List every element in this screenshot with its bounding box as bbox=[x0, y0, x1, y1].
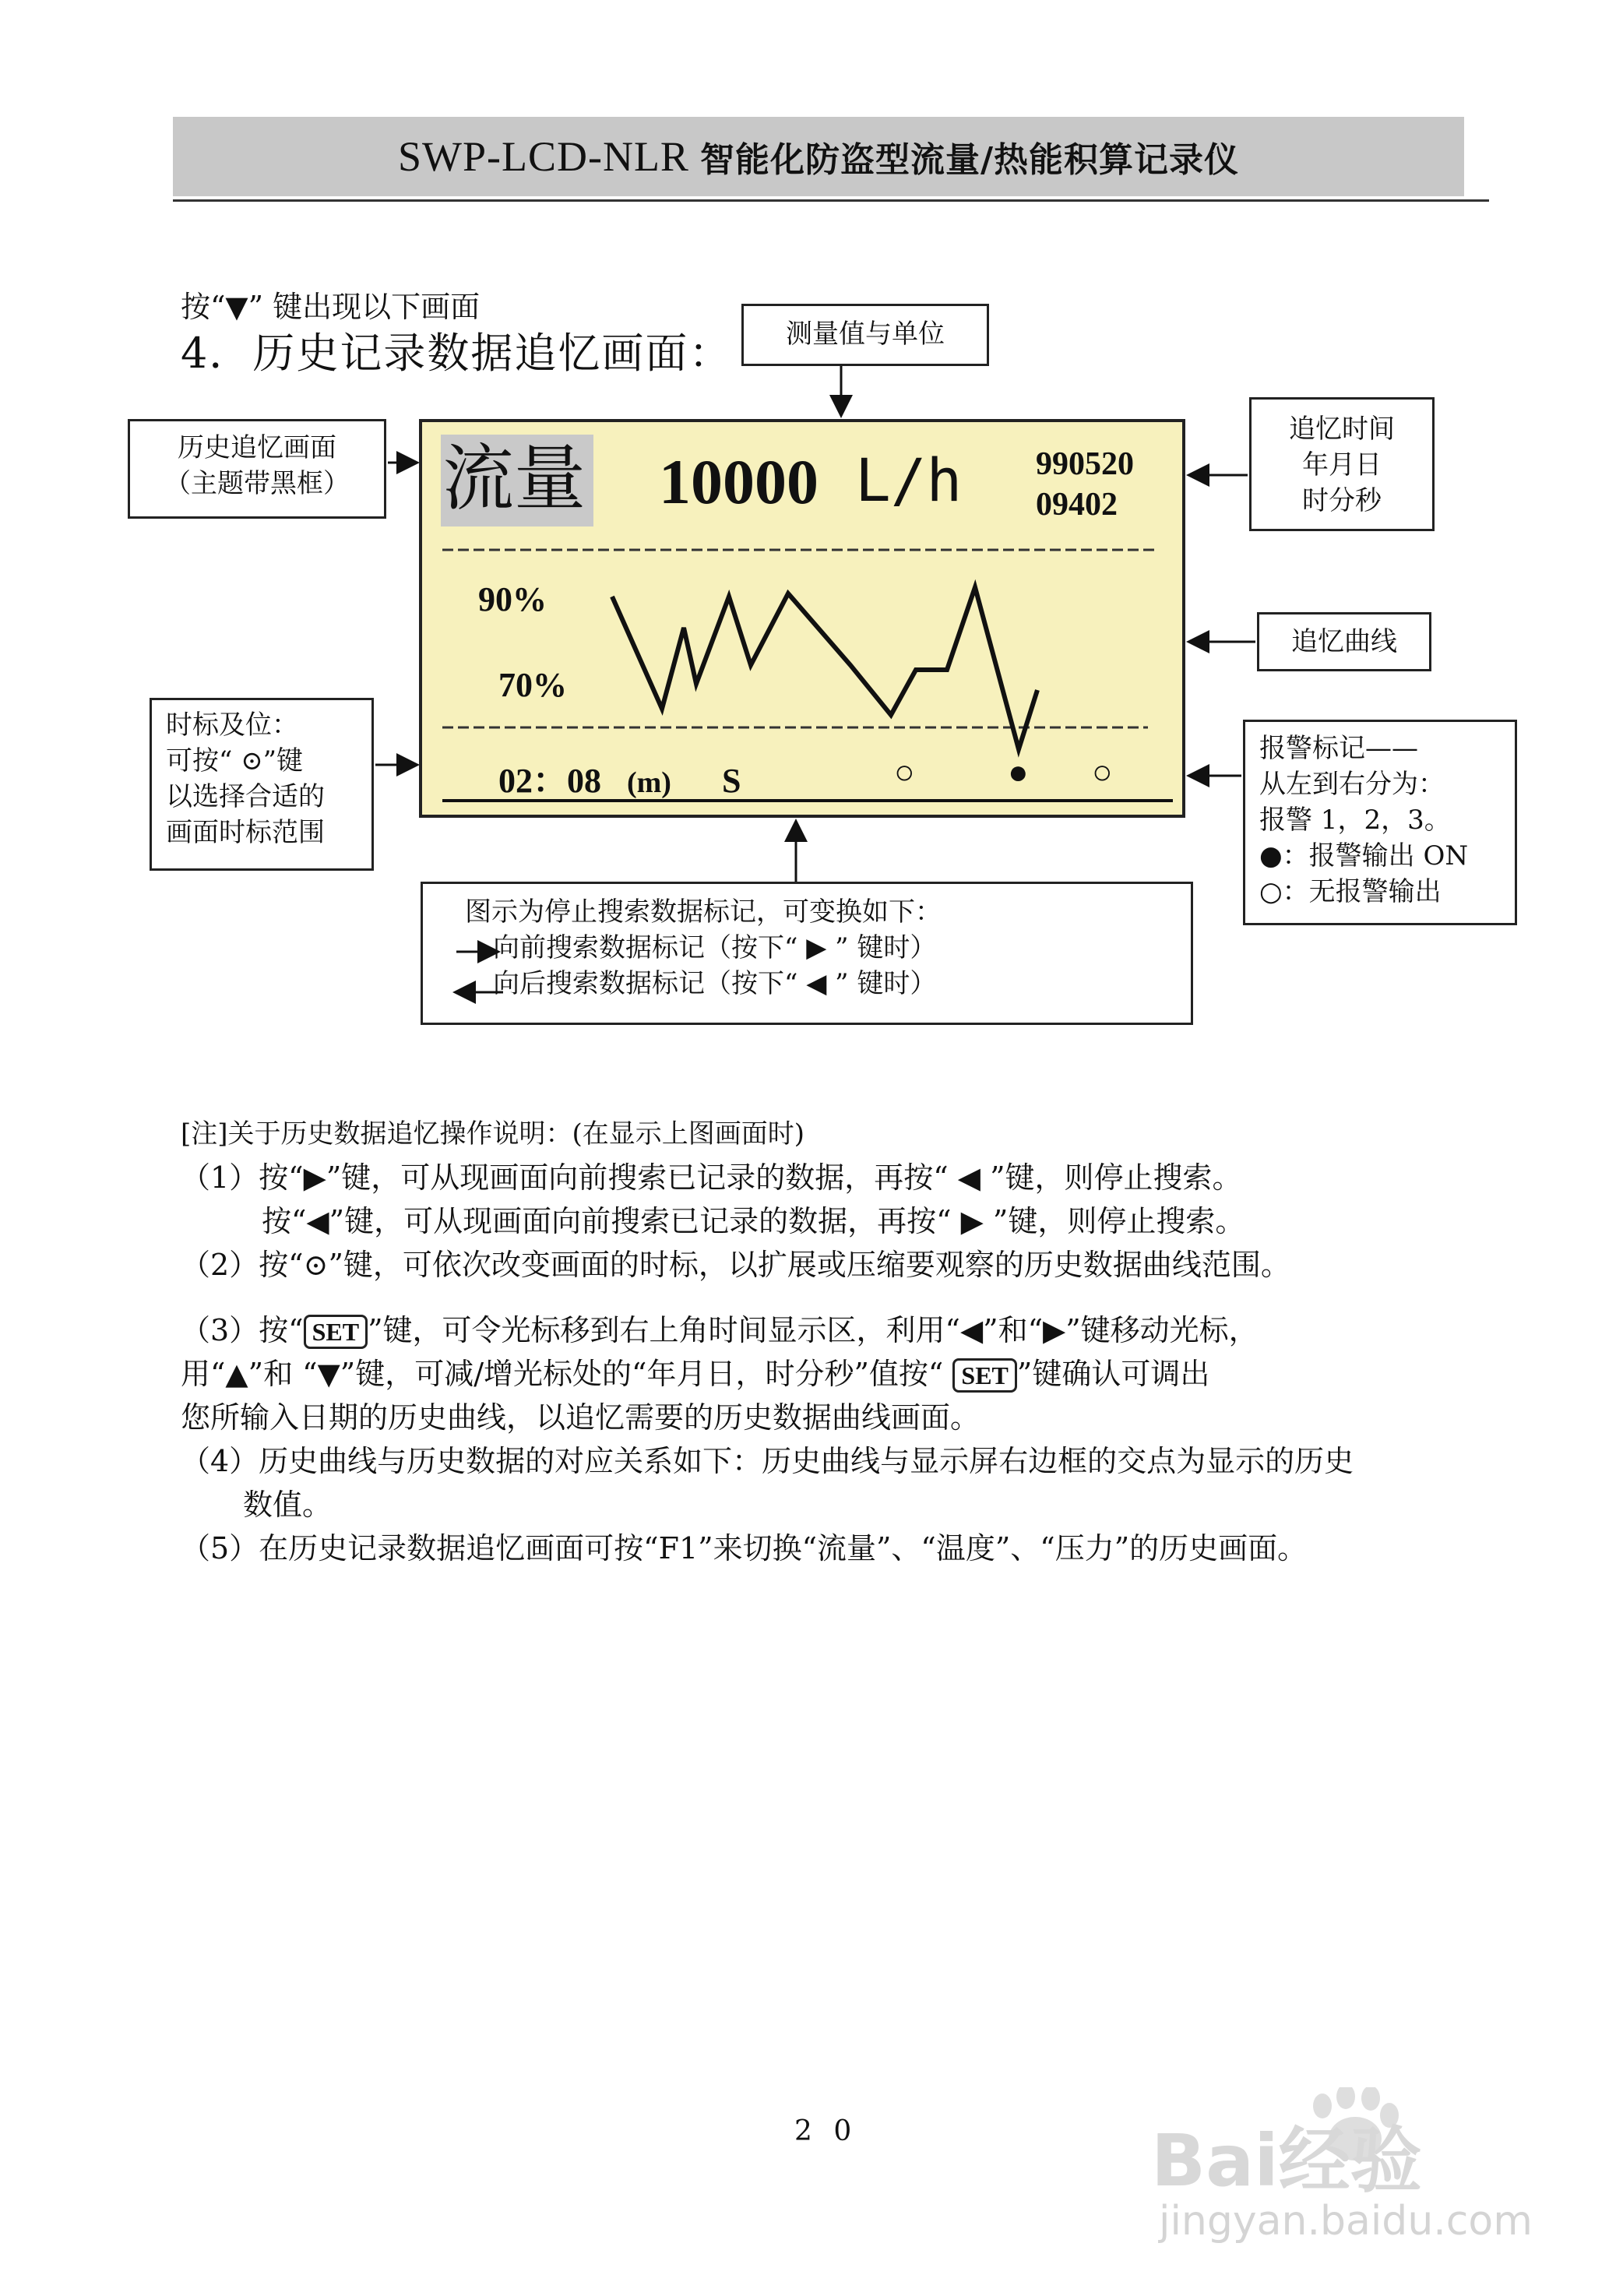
lcd-label-70: 70% bbox=[498, 666, 567, 704]
time-scale-line: 可按“ ⊙”键 bbox=[166, 745, 304, 776]
lcd-search-mark: S bbox=[721, 762, 741, 800]
lcd-title: 流量 bbox=[442, 437, 586, 520]
watermark-logo-graphic bbox=[1151, 2087, 1556, 2196]
alarm-3-indicator: ○ bbox=[1092, 753, 1113, 791]
intro-line: 按“▼” 键出现以下画面 bbox=[181, 290, 481, 324]
recall-time-line: 时分秒 bbox=[1302, 484, 1382, 516]
section-title: 4．历史记录数据追忆画面： bbox=[181, 329, 733, 378]
note-1b: 按“◀”键，可从现画面向前搜索已记录的数据，再按“ ▶ ”键，则停止搜索。 bbox=[262, 1204, 1245, 1238]
note-3b-pre: 用“▲”和 “▼”键，可减/增光标处的“年月日，时分秒”值按“ bbox=[181, 1357, 953, 1391]
lcd-value: 10000 bbox=[659, 446, 819, 517]
notes-heading: [注]关于历史数据追忆操作说明：(在显示上图画面时) bbox=[181, 1118, 805, 1150]
alarm-2-indicator: ● bbox=[1008, 753, 1029, 791]
alarm-1-indicator: ○ bbox=[894, 753, 915, 791]
lcd-time: 09402 bbox=[1036, 487, 1118, 523]
notes-section bbox=[181, 1112, 1354, 1570]
lcd-status-row bbox=[498, 752, 741, 802]
alarm-line: 报警标记—— bbox=[1259, 733, 1418, 764]
note-2: （2）按“⊙”键，可依次改变画面的时标，以扩展或压缩要观察的历史数据曲线范围。 bbox=[181, 1248, 1290, 1282]
recall-curve-line bbox=[612, 587, 1037, 749]
history-title-line: （主题带黑框） bbox=[164, 467, 350, 499]
note-4a: （4）历史曲线与历史数据的对应关系如下：历史曲线与显示屏右边框的交点为显示的历史 bbox=[181, 1444, 1354, 1478]
alarm-line: ●：报警输出 ON bbox=[1259, 840, 1469, 872]
alarm-line: 报警 1，2，3。 bbox=[1259, 804, 1451, 836]
measure-callout-text: 测量值与单位 bbox=[786, 319, 945, 350]
lcd-time-unit: (m) bbox=[627, 766, 671, 799]
note-3a-pre: （3）按“ bbox=[181, 1313, 304, 1347]
note-3b-post: ”键确认可调出 bbox=[1016, 1357, 1210, 1391]
history-title-line: 历史追忆画面 bbox=[178, 432, 336, 463]
recall-time-line: 年月日 bbox=[1302, 449, 1382, 481]
watermark-url: jingyan.baidu.com bbox=[1159, 2198, 1533, 2245]
baidu-jingyan-watermark bbox=[1151, 2087, 1556, 2199]
header-model: SWP-LCD-NLR bbox=[397, 133, 689, 180]
search-backward-line: 向后搜索数据标记（按下“ ◀ ” 键时） bbox=[493, 967, 937, 999]
alarm-line: 从左到右分为： bbox=[1259, 768, 1445, 800]
lcd-time-scale: 02：08 bbox=[498, 762, 601, 800]
search-forward-line: 向前搜索数据标记（按下“ ▶ ” 键时） bbox=[493, 931, 937, 963]
note-3b bbox=[181, 1352, 1354, 1396]
lcd-unit: L/h bbox=[855, 445, 963, 515]
time-scale-line: 画面时标范围 bbox=[166, 816, 325, 848]
time-scale-line: 时标及位： bbox=[166, 710, 298, 741]
page-number: 2 0 bbox=[794, 2115, 858, 2147]
lcd-date: 990520 bbox=[1036, 446, 1134, 482]
search-line-1: 图示为停止搜索数据标记，可变换如下： bbox=[465, 896, 942, 928]
time-scale-line: 以选择合适的 bbox=[166, 780, 325, 812]
set-key-icon: SET bbox=[952, 1358, 1016, 1393]
note-1a: （1）按“▶”键，可从现画面向前搜索已记录的数据，再按“ ◀ ”键，则停止搜索。 bbox=[181, 1160, 1242, 1195]
lcd-label-90: 90% bbox=[478, 580, 547, 618]
recall-time-line: 追忆时间 bbox=[1289, 414, 1395, 445]
watermark-logo-text: Bai经验 bbox=[1151, 2119, 1422, 2196]
note-5: （5）在历史记录数据追忆画面可按“F1”来切换“流量”、“温度”、“压力”的历史画面。 bbox=[181, 1531, 1308, 1565]
note-3c: 您所输入日期的历史曲线，以追忆需要的历史数据曲线画面。 bbox=[181, 1400, 980, 1435]
recall-curve-text: 追忆曲线 bbox=[1291, 626, 1397, 657]
note-3a bbox=[181, 1308, 1354, 1352]
alarm-line: ○：无报警输出 bbox=[1259, 875, 1442, 907]
header-description: 智能化防盗型流量/热能积算记录仪 bbox=[699, 140, 1240, 180]
set-key-icon: SET bbox=[304, 1315, 368, 1349]
note-4b: 数值。 bbox=[243, 1488, 333, 1522]
note-3a-post: ”键，可令光标移到右上角时间显示区，利用“◀”和“▶”键移动光标， bbox=[368, 1313, 1259, 1347]
